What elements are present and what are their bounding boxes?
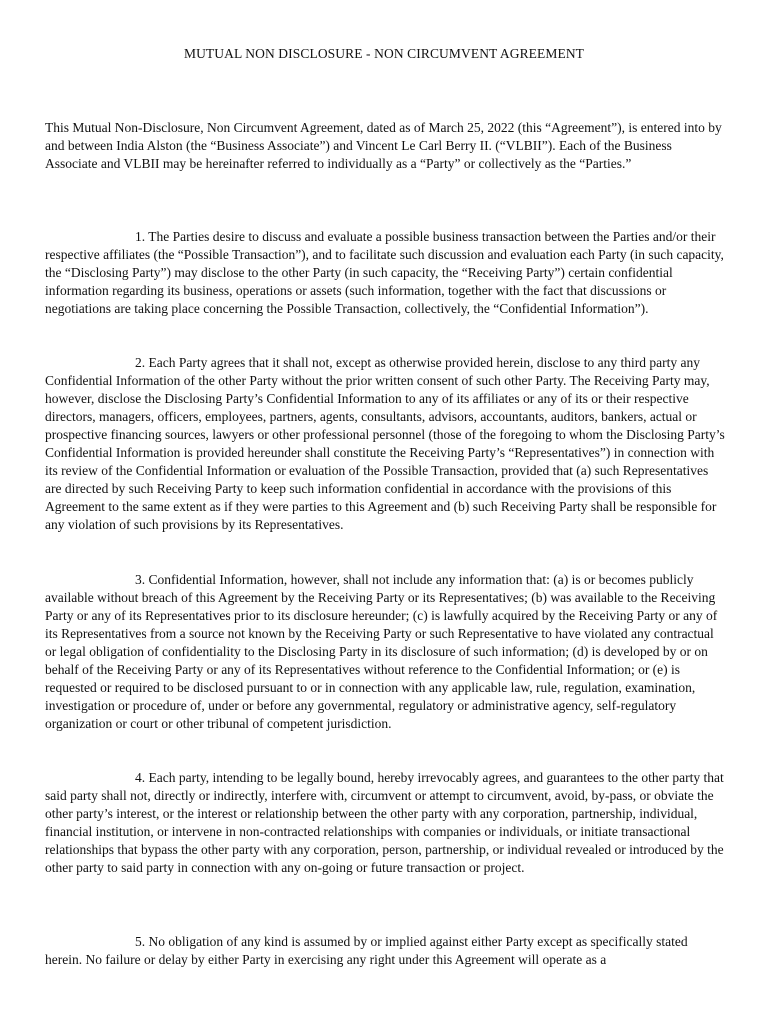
section-1-text: 1. The Parties desire to discuss and evaluate a possible business transaction between the Parties and/or their respective affiliates (the “Possible Transaction”), and to facilitate such discussion and evaluation each Party (in such capacity, the “Disclosing Party”) may disclose to the other Party (in such capacity, the “Receiving Party”) certain confidential information regarding its business, operations or assets (such information, together with the fact that discussions or negotiations are taking place concerning the Possible Transaction, collectively, the “Confidential Information”).: [45, 229, 724, 316]
section-4-paragraph: [45, 769, 725, 877]
section-3-text: 3. Confidential Information, however, shall not include any information that: (a) is or becomes publicly available without breach of this Agreement by the Receiving Party or its Representatives; (b) was available to the Receiving Party or any of its Representatives prior to its disclosure hereunder; (c) is lawfully acquired by the Receiving Party or any of its Representatives from a source not known by the Receiving Party or such Representative to have violated any contractual or legal obligation of confidentiality to the Disclosing Party in its disclosure of such information; (d) is developed by or on behalf of the Receiving Party or any of its Representatives without reference to the Confidential Information; or (e) is requested or required to be disclosed pursuant to or in connection with any applicable law, rule, regulation, examination, investigation or procedure of, under or before any governmental, regulatory or administrative agency, self-regulatory organization or court or other tribunal of competent jurisdiction.: [45, 572, 718, 731]
section-1-paragraph: [45, 228, 725, 318]
section-2-paragraph: [45, 354, 725, 534]
section-5-text: 5. No obligation of any kind is assumed by or implied against either Party except as specifically stated herein. No failure or delay by either Party in exercising any right under this Agreement will operate as a: [45, 934, 688, 967]
document-title: MUTUAL NON DISCLOSURE - NON CIRCUMVENT AGREEMENT: [183, 46, 585, 61]
section-5-paragraph: [45, 933, 725, 969]
section-2-text: 2. Each Party agrees that it shall not, except as otherwise provided herein, disclose to any third party any Confidential Information of the other Party without the prior written consent of such other Party. The Receiving Party may, however, disclose the Disclosing Party’s Confidential Information to any of its affiliates or any of its or their respective directors, managers, officers, employees, partners, agents, consultants, advisors, accountants, auditors, bankers, actual or prospective financing sources, lawyers or other professional personnel (those of the foregoing to whom the Disclosing Party’s Confidential Information is provided hereunder shall constitute the Receiving Party’s “Representatives”) in connection with its review of the Confidential Information or evaluation of the Possible Transaction, provided that (a) such Representatives are directed by such Receiving Party to keep such information confidential in accordance with the provisions of this Agreement to the same extent as if they were parties to this Agreement and (b) such Receiving Party shall be responsible for any violation of such provisions by its Representatives.: [45, 355, 725, 532]
intro-paragraph: This Mutual Non-Disclosure, Non Circumvent Agreement, dated as of March 25, 2022 (this “Agreement”), is entered into by and between India Alston (the “Business Associate”) and Vincent Le Carl Berry II. (“VLBII”). Each of the Business Associate and VLBII may be hereinafter referred to individually as a “Party” or collectively as the “Parties.”: [45, 120, 722, 171]
section-3-paragraph: [45, 571, 725, 733]
section-4-text: 4. Each party, intending to be legally bound, hereby irrevocably agrees, and guarantees to the other party that said party shall not, directly or indirectly, interfere with, circumvent or attempt to circumvent, avoid, by-pass, or obviate the other party’s interest, or the interest or relationship between the other party with any corporation, partnership, individual, financial institution, or intervene in non-contracted relationships with companies or individuals, or initiate transactional relationships that bypass the other party with any corporation, person, partnership, or individual revealed or introduced by the other party to said party in connection with any on-going or future transaction or project.: [45, 770, 724, 875]
